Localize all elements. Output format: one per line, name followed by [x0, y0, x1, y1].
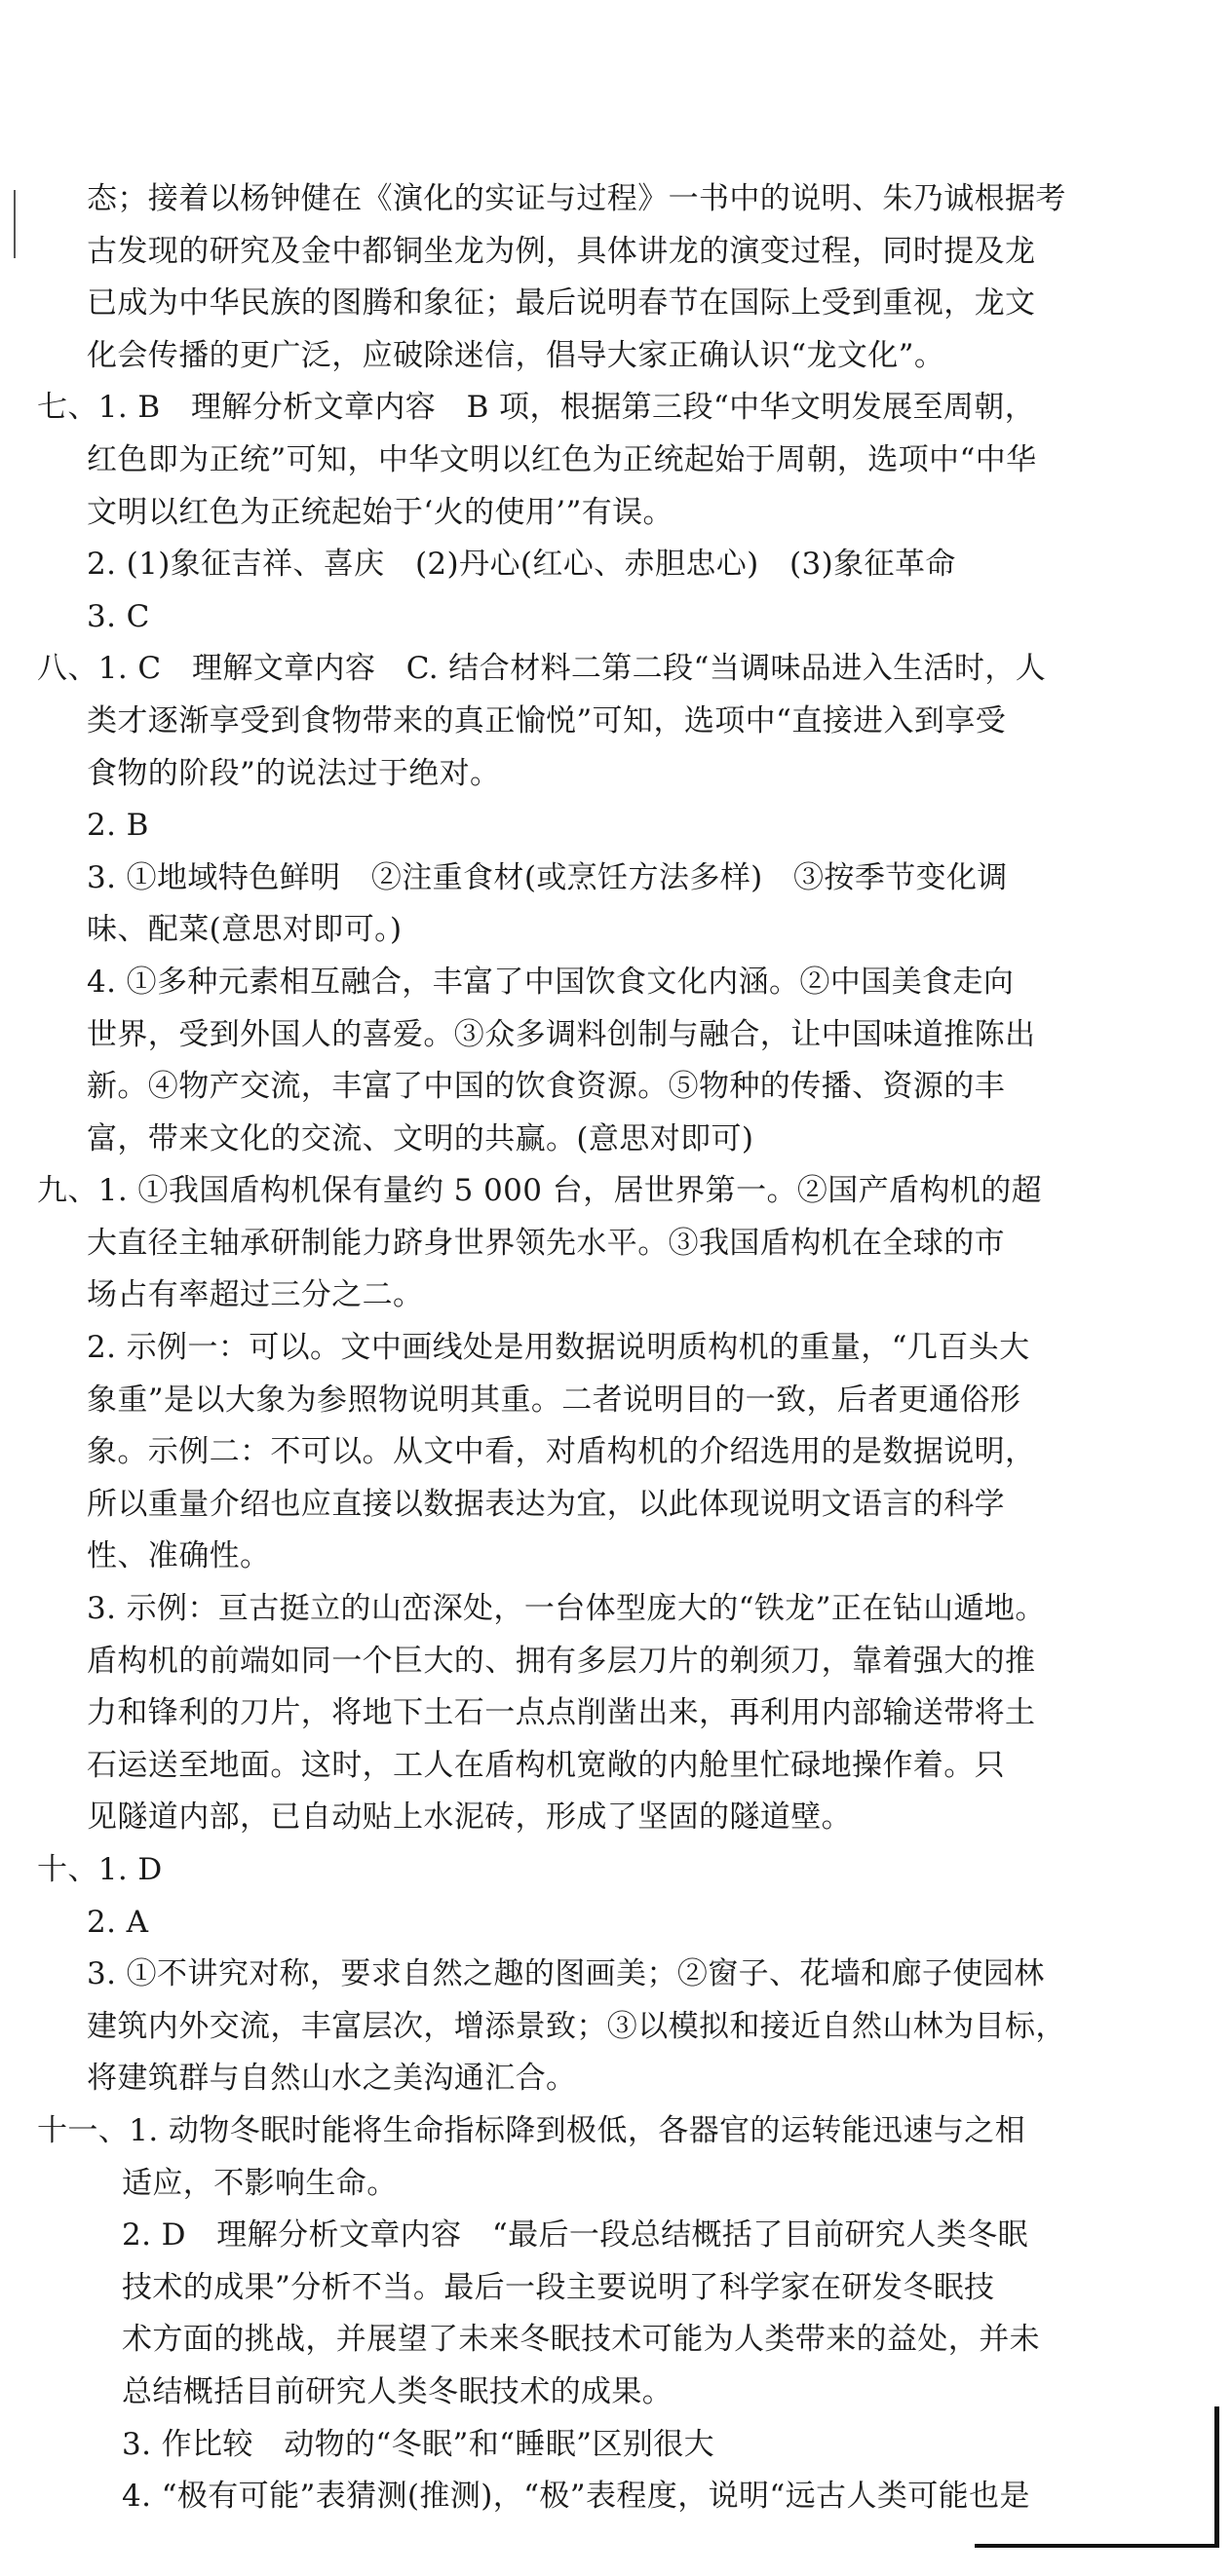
answer-line: 总结概括目前研究人类冬眠技术的成果。	[122, 2373, 673, 2409]
answer-line: 食物的阶段”的说法过于绝对。	[87, 755, 501, 791]
answer-line: 已成为中华民族的图腾和象征；最后说明春节在国际上受到重视，龙文	[87, 285, 1036, 322]
answer-line: 红色即为正统”可知，中华文明以红色为正统起始于周朝，选项中“中华	[87, 441, 1037, 477]
answer-line: 3. ①不讲究对称，要求自然之趣的图画美；②窗子、花墙和廊子使园林	[87, 1956, 1045, 1992]
answer-line: 适应，不影响生命。	[122, 2165, 398, 2201]
answer-line: 石运送至地面。这时，工人在盾构机宽敞的内舱里忙碌地操作着。只	[87, 1747, 1005, 1783]
answer-line: 4. ①多种元素相互融合，丰富了中国饮食文化内涵。②中国美食走向	[87, 964, 1015, 1000]
answer-line: 富，带来文化的交流、文明的共赢。(意思对即可)	[87, 1120, 754, 1156]
page-edge-shadow-vertical	[1214, 2406, 1219, 2548]
answer-line: 场占有率超过三分之二。	[87, 1277, 424, 1313]
answer-line: 将建筑群与自然山水之美沟通汇合。	[87, 2061, 577, 2097]
answer-line: 力和锋利的刀片，将地下土石一点点削凿出来，再利用内部输送带将土	[87, 1695, 1036, 1731]
answer-line: 世界，受到外国人的喜爱。③众多调料创制与融合，让中国味道推陈出	[87, 1016, 1036, 1052]
answer-line: 大直径主轴承研制能力跻身世界领先水平。③我国盾构机在全球的市	[87, 1225, 1005, 1261]
page-edge-shadow-horizontal	[975, 2544, 1218, 2548]
answer-line: 文明以红色为正统起始于‘火的使用’”有误。	[87, 494, 673, 530]
answer-line: 八、1. C 理解文章内容 C. 结合材料二第二段“当调味品进入生活时，人	[37, 651, 1047, 687]
answer-line: 2. 示例一：可以。文中画线处是用数据说明质构机的重量，“几百头大	[87, 1330, 1030, 1366]
answer-line: 2. D 理解分析文章内容 “最后一段总结概括了目前研究人类冬眠	[122, 2217, 1028, 2254]
answer-line: 十一、1. 动物冬眠时能将生命指标降到极低，各器官的运转能迅速与之相	[37, 2112, 1026, 2148]
answer-line: 盾构机的前端如同一个巨大的、拥有多层刀片的剃须刀，靠着强大的推	[87, 1643, 1036, 1679]
answer-line: 十、1. D	[37, 1852, 163, 1887]
answer-line: 术方面的挑战，并展望了未来冬眠技术可能为人类带来的益处，并未	[122, 2322, 1040, 2358]
answer-line: 新。④物产交流，丰富了中国的饮食资源。⑤物种的传播、资源的丰	[87, 1069, 1005, 1105]
answer-line: 所以重量介绍也应直接以数据表达为宜，以此体现说明文语言的科学	[87, 1486, 1005, 1522]
answer-line: 性、准确性。	[87, 1538, 271, 1574]
answer-line: 3. C	[87, 598, 150, 634]
answer-line: 象重”是以大象为参照物说明其重。二者说明目的一致，后者更通俗形	[87, 1382, 1021, 1418]
answer-line: 九、1. ①我国盾构机保有量约 5 000 台，居世界第一。②国产盾构机的超	[37, 1173, 1043, 1209]
answer-line: 七、1. B 理解分析文章内容 B 项，根据第三段“中华文明发展至周朝，	[37, 390, 1036, 426]
answer-line: 2. B	[87, 808, 149, 844]
answer-line: 象。示例二：不可以。从文中看，对盾构机的介绍选用的是数据说明，	[87, 1434, 1036, 1470]
answer-line: 化会传播的更广泛，应破除迷信，倡导大家正确认识“龙文化”。	[87, 337, 945, 373]
answer-line: 3. 作比较 动物的“冬眠”和“睡眠”区别很大	[122, 2426, 715, 2462]
answer-line: 建筑内外交流，丰富层次，增添景致；③以模拟和接近自然山林为目标，	[87, 2008, 1066, 2044]
answer-line: 4. “极有可能”表猜测(推测)，“极”表程度，说明“远古人类可能也是	[122, 2479, 1030, 2515]
answer-line: 态；接着以杨钟健在《演化的实证与过程》一书中的说明、朱乃诚根据考	[87, 181, 1066, 216]
answer-line: 3. ①地域特色鲜明 ②注重食材(或烹饪方法多样) ③按季节变化调	[87, 859, 1008, 895]
answer-line: 味、配菜(意思对即可。)	[87, 912, 403, 948]
answer-line: 3. 示例：亘古挺立的山峦深处，一台体型庞大的“铁龙”正在钻山遁地。	[87, 1591, 1046, 1627]
answer-line: 2. (1)象征吉祥、喜庆 (2)丹心(红心、赤胆忠心) (3)象征革命	[87, 547, 956, 583]
answer-text-block	[0, 173, 1231, 2523]
answer-line: 见隧道内部，已自动贴上水泥砖，形成了坚固的隧道壁。	[87, 1799, 852, 1836]
answer-line: 古发现的研究及金中都铜坐龙为例，具体讲龙的演变过程，同时提及龙	[87, 233, 1036, 269]
answer-line: 2. A	[87, 1904, 149, 1940]
answer-line: 技术的成果”分析不当。最后一段主要说明了科学家在研发冬眠技	[122, 2269, 995, 2305]
answer-line: 类才逐渐享受到食物带来的真正愉悦”可知，选项中“直接进入到享受	[87, 702, 1007, 739]
